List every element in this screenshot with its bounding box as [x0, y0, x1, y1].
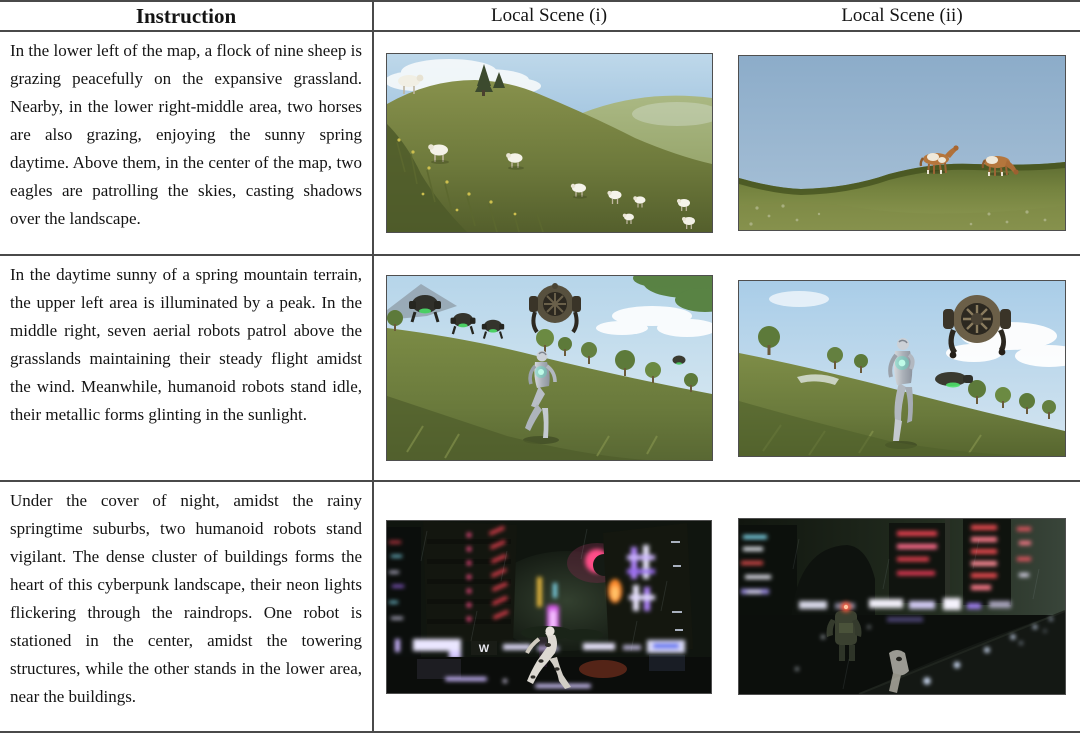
- column-header-local-scene-i: [374, 2, 724, 32]
- purple-reflection: [887, 617, 923, 622]
- instruction-text-row-3: Under the cover of night, amidst the rainy springtime suburbs, two humanoid robots stand vigilant. The dense cluster of buildings forms the heart of this cyberpunk landscape, their neon lights flickering through the raindrops. One robot is stationed in the center, amidst the towering structures, while the other stands in the lower area, near the buildings.: [0, 482, 374, 731]
- scene-cell-row2-ii: [724, 256, 1080, 482]
- column-header-instruction: [0, 2, 374, 32]
- column-header-local-scene-ii: [724, 2, 1080, 32]
- column-header-instruction-label: Instruction: [135, 3, 237, 28]
- scene-cell-row3-i: [374, 482, 724, 731]
- right-tower: [603, 523, 693, 653]
- w-logo: W: [478, 642, 490, 655]
- far-left-building: [387, 527, 421, 657]
- scene-image-row2-ii: [738, 280, 1066, 457]
- scene-image-row2-i: [386, 275, 713, 461]
- column-header-local-scene-i-label: Local Scene (i): [490, 5, 608, 26]
- left-building: [739, 525, 797, 617]
- scene-cell-row1-i: [374, 32, 724, 256]
- scene-cell-row1-ii: [724, 32, 1080, 256]
- center-tower: [889, 519, 950, 603]
- scene-image-row3-ii: [738, 518, 1066, 695]
- instruction-text-row-1: In the lower left of the map, a flock of nine sheep is grazing peacefully on the expansive grassland. Nearby, in the lower right-middle area, two horses are also grazing, enjoying the sunny spring daytime. Above them, in the center of the map, two eagles are patrolling the skies, casting shadows over the landscape.: [0, 32, 374, 256]
- column-header-local-scene-ii-label: Local Scene (ii): [841, 5, 963, 26]
- left-tower: [423, 521, 517, 643]
- instruction-text-row-2: In the daytime sunny of a spring mountain terrain, the upper left area is illuminated by a peak. In the middle right, seven aerial robots patrol above the grasslands maintaining their steady flight amidst the wind. Meanwhile, humanoid robots stand idle, their metallic forms glinting in the sunlight.: [0, 256, 374, 482]
- scene-image-row1-ii: [738, 55, 1066, 231]
- scene-image-row3-i: [386, 520, 712, 694]
- scene-image-row1-i: [386, 53, 713, 233]
- scene-instruction-table: [0, 2, 1080, 731]
- scene-cell-row3-ii: [724, 482, 1080, 731]
- flame-sign: [608, 579, 622, 603]
- scene-cell-row2-i: [374, 256, 724, 482]
